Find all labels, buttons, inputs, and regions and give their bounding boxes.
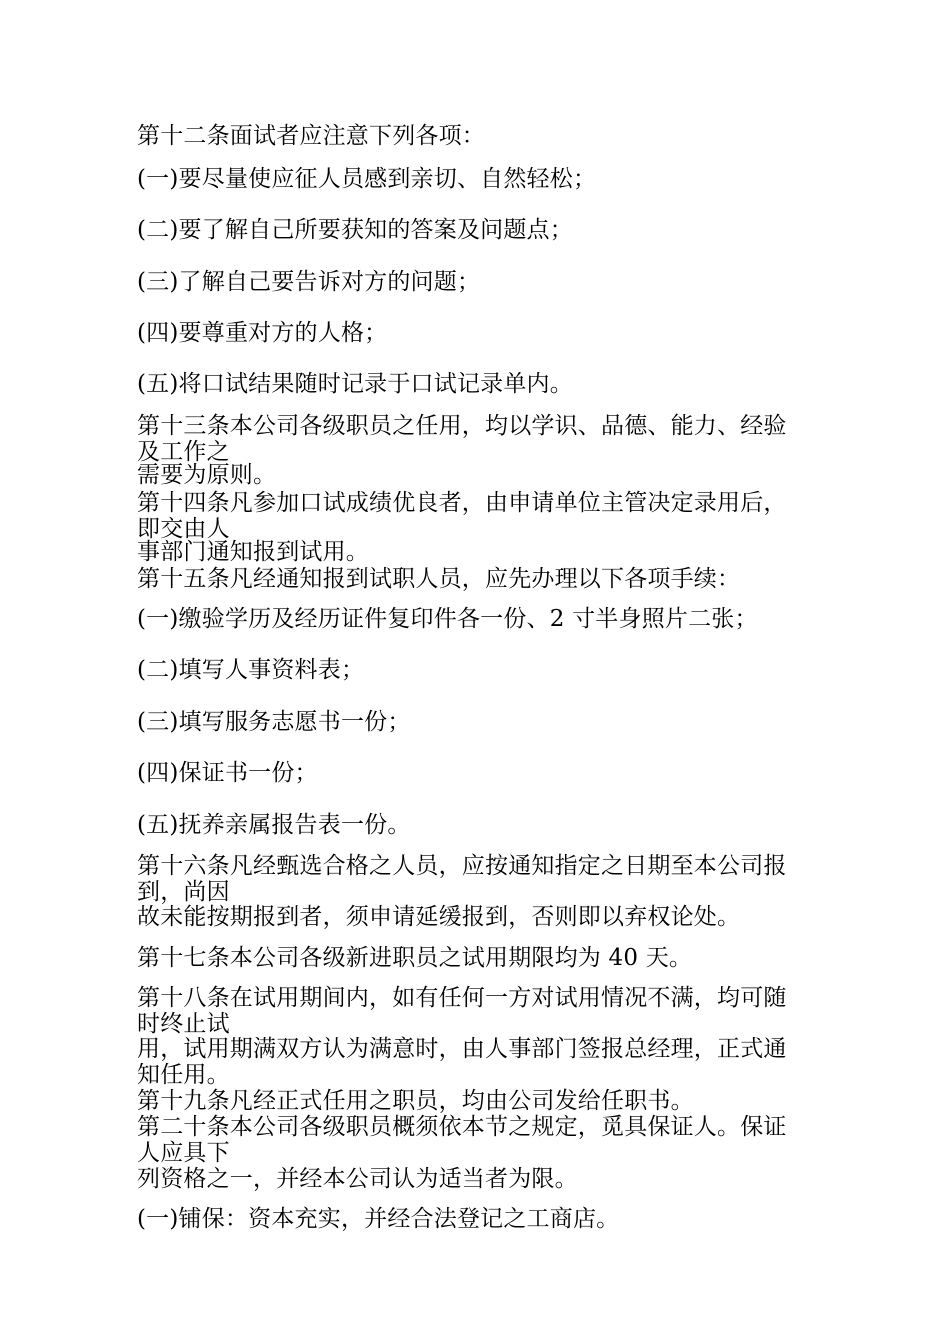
article-15-item-2: (二)填写人事资料表；: [137, 657, 365, 683]
article-12-item-5: (五)将口试结果随时记录于口试记录单内。: [137, 371, 573, 397]
article-12-item-3: (三)了解自己要告诉对方的问题；: [137, 269, 481, 295]
article-15-item-5: (五)抚养亲属报告表一份。: [137, 812, 411, 838]
article-15-heading: 第十五条凡经通知报到试职人员，应先办理以下各项手续：: [137, 566, 741, 592]
article-13-line-2: 及工作之: [137, 439, 230, 465]
article-19: 第十九条凡经正式任用之职员，均由公司发给任职书。: [137, 1088, 694, 1114]
article-14-line-3: 事部门通知报到试用。: [137, 539, 369, 565]
article-12-item-4: (四)要尊重对方的人格；: [137, 320, 388, 346]
article-18-line-3: 用，试用期满双方认为满意时，由人事部门签报总经理，正式通: [137, 1036, 787, 1062]
article-16-line-1: 第十六条凡经甄选合格之人员，应按通知指定之日期至本公司报: [137, 853, 787, 879]
article-15-item-1: (一)缴验学历及经历证件复印件各一份、2 寸半身照片二张；: [137, 606, 758, 632]
article-15-item-4: (四)保证书一份；: [137, 760, 318, 786]
article-12-item-2: (二)要了解自己所要获知的答案及问题点；: [137, 217, 573, 243]
article-17: 第十七条本公司各级新进职员之试用期限均为 40 天。: [137, 945, 693, 971]
article-12-item-1: (一)要尽量使应征人员感到亲切、自然轻松；: [137, 166, 597, 192]
article-13-line-3: 需要为原则。: [137, 462, 277, 488]
article-20-line-1: 第二十条本公司各级职员概须依本节之规定，觅具保证人。保证: [137, 1114, 787, 1140]
article-20-item-1: (一)铺保：资本充实，并经合法登记之工商店。: [137, 1206, 620, 1232]
article-14-line-2: 即交由人: [137, 516, 230, 542]
article-16-line-2: 到，尚因: [137, 879, 230, 905]
article-14-line-1: 第十四条凡参加口试成绩优良者，由申请单位主管决定录用后，: [137, 490, 787, 516]
article-16-line-3: 故未能按期报到者，须申请延缓报到，否则即以弃权论处。: [137, 904, 741, 930]
article-20-line-2: 人应具下: [137, 1140, 230, 1166]
article-18-line-4: 知任用。: [137, 1062, 230, 1088]
article-18-line-1: 第十八条在试用期间内，如有任何一方对试用情况不满，均可随: [137, 985, 787, 1011]
article-13-line-1: 第十三条本公司各级职员之任用，均以学识、品德、能力、经验: [137, 413, 787, 439]
article-18-line-2: 时终止试: [137, 1011, 230, 1037]
article-15-item-3: (三)填写服务志愿书一份；: [137, 709, 411, 735]
article-12-heading: 第十二条面试者应注意下列各项：: [137, 123, 485, 149]
article-20-line-3: 列资格之一，并经本公司认为适当者为限。: [137, 1166, 578, 1192]
